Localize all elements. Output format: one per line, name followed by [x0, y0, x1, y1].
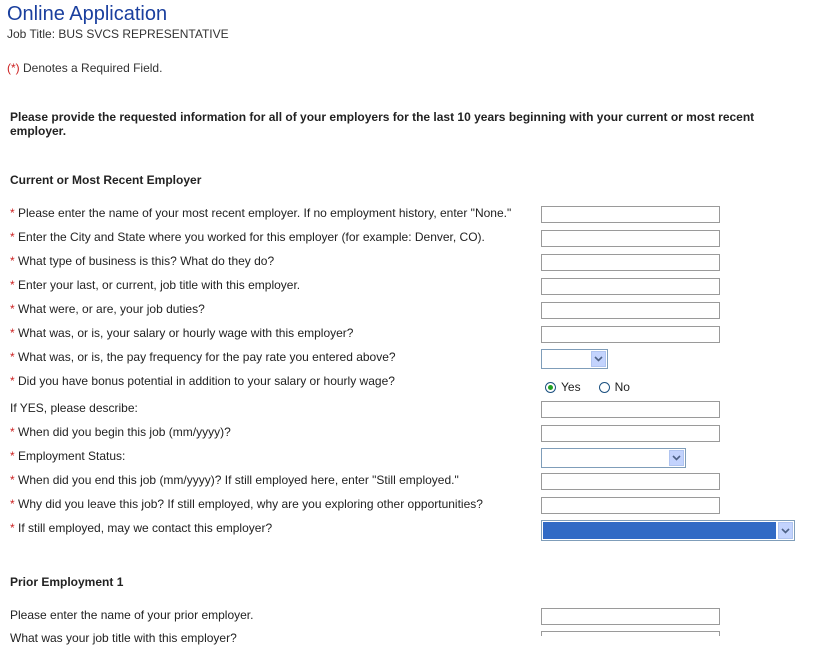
question-label: When did you begin this job (mm/yyyy)? [18, 425, 231, 439]
question-job-title [10, 278, 300, 292]
city-state-input[interactable] [541, 230, 720, 247]
bonus-no-label[interactable]: No [614, 380, 630, 394]
required-asterisk: * [10, 326, 15, 340]
question-label: Enter your last, or current, job title with this employer. [18, 278, 301, 292]
prior-job-title-input[interactable] [541, 631, 720, 636]
question-leave-reason [10, 497, 483, 511]
required-asterisk: * [10, 449, 15, 463]
question-salary [10, 326, 353, 340]
leave-reason-input[interactable] [541, 497, 720, 514]
bonus-radio-group [545, 380, 648, 394]
question-label: What was, or is, your salary or hourly wage with this employer? [18, 326, 354, 340]
pay-frequency-select[interactable] [541, 349, 608, 369]
chevron-down-icon [781, 528, 790, 534]
question-bonus [10, 374, 395, 388]
end-date-input[interactable] [541, 473, 720, 490]
contact-employer-select[interactable] [541, 520, 795, 541]
required-asterisk: * [10, 425, 15, 439]
dropdown-button[interactable] [669, 450, 684, 466]
page-title: Online Application [7, 3, 168, 25]
question-label: What was, or is, the pay frequency for the pay rate you entered above? [18, 350, 396, 364]
question-bonus-describe: If YES, please describe: [10, 401, 138, 415]
prior-employer-name-input[interactable] [541, 608, 720, 625]
dropdown-button[interactable] [591, 351, 606, 367]
question-label: Enter the City and State where you worked for this employer (for example: Denver, CO). [18, 230, 485, 244]
required-asterisk: * [10, 302, 15, 316]
required-asterisk: * [10, 521, 15, 535]
required-asterisk: * [10, 350, 15, 364]
question-city-state [10, 230, 485, 244]
required-note [7, 61, 162, 75]
question-end-date [10, 473, 459, 487]
job-title-input[interactable] [541, 278, 720, 295]
job-duties-input[interactable] [541, 302, 720, 319]
question-pay-frequency [10, 350, 396, 364]
required-asterisk: * [10, 497, 15, 511]
question-prior-employer-name: Please enter the name of your prior employer. [10, 608, 254, 622]
required-asterisk: * [10, 254, 15, 268]
question-label: What type of business is this? What do they do? [18, 254, 275, 268]
select-value [543, 450, 667, 466]
employment-status-select[interactable] [541, 448, 686, 468]
select-value [543, 522, 776, 539]
employer-name-input[interactable] [541, 206, 720, 223]
required-asterisk: * [10, 278, 15, 292]
job-title: Job Title: BUS SVCS REPRESENTATIVE [7, 27, 229, 41]
required-asterisk: * [10, 230, 15, 244]
question-label: Why did you leave this job? If still employed, why are you exploring other opportunities? [18, 497, 483, 511]
question-label: Employment Status: [18, 449, 126, 463]
required-asterisk: * [10, 473, 15, 487]
question-start-date [10, 425, 231, 439]
start-date-input[interactable] [541, 425, 720, 442]
question-label: Did you have bonus potential in addition to your salary or hourly wage? [18, 374, 395, 388]
question-label: If still employed, may we contact this employer? [18, 521, 273, 535]
bonus-describe-input[interactable] [541, 401, 720, 418]
business-type-input[interactable] [541, 254, 720, 271]
question-label: When did you end this job (mm/yyyy)? If still employed here, enter "Still employed." [18, 473, 459, 487]
bonus-yes-label[interactable]: Yes [561, 380, 581, 394]
question-employment-status [10, 449, 125, 463]
question-employer-name [10, 206, 511, 220]
question-label: What were, or are, your job duties? [18, 302, 205, 316]
question-label: Please enter the name of your most recent employer. If no employment history, enter "None." [18, 206, 512, 220]
dropdown-button[interactable] [778, 522, 793, 539]
required-asterisk: * [10, 374, 15, 388]
required-asterisk: * [10, 206, 15, 220]
question-prior-job-title: What was your job title with this employer? [10, 631, 237, 645]
chevron-down-icon [594, 356, 603, 362]
bonus-yes-radio[interactable] [545, 382, 556, 393]
question-contact-employer [10, 521, 272, 535]
required-marker: (*) [7, 61, 20, 75]
salary-input[interactable] [541, 326, 720, 343]
question-job-duties [10, 302, 205, 316]
radio-selected-dot [548, 385, 553, 390]
section-prior-employment-1: Prior Employment 1 [10, 575, 124, 589]
instructions: Please provide the requested information for all of your employers for the last 10 years beginning with your current or most recent employer. [10, 110, 755, 138]
select-value [543, 351, 589, 367]
chevron-down-icon [672, 455, 681, 461]
bonus-no-radio[interactable] [599, 382, 610, 393]
question-business-type [10, 254, 274, 268]
required-note-text: Denotes a Required Field. [19, 61, 163, 75]
section-current-employer: Current or Most Recent Employer [10, 173, 202, 187]
